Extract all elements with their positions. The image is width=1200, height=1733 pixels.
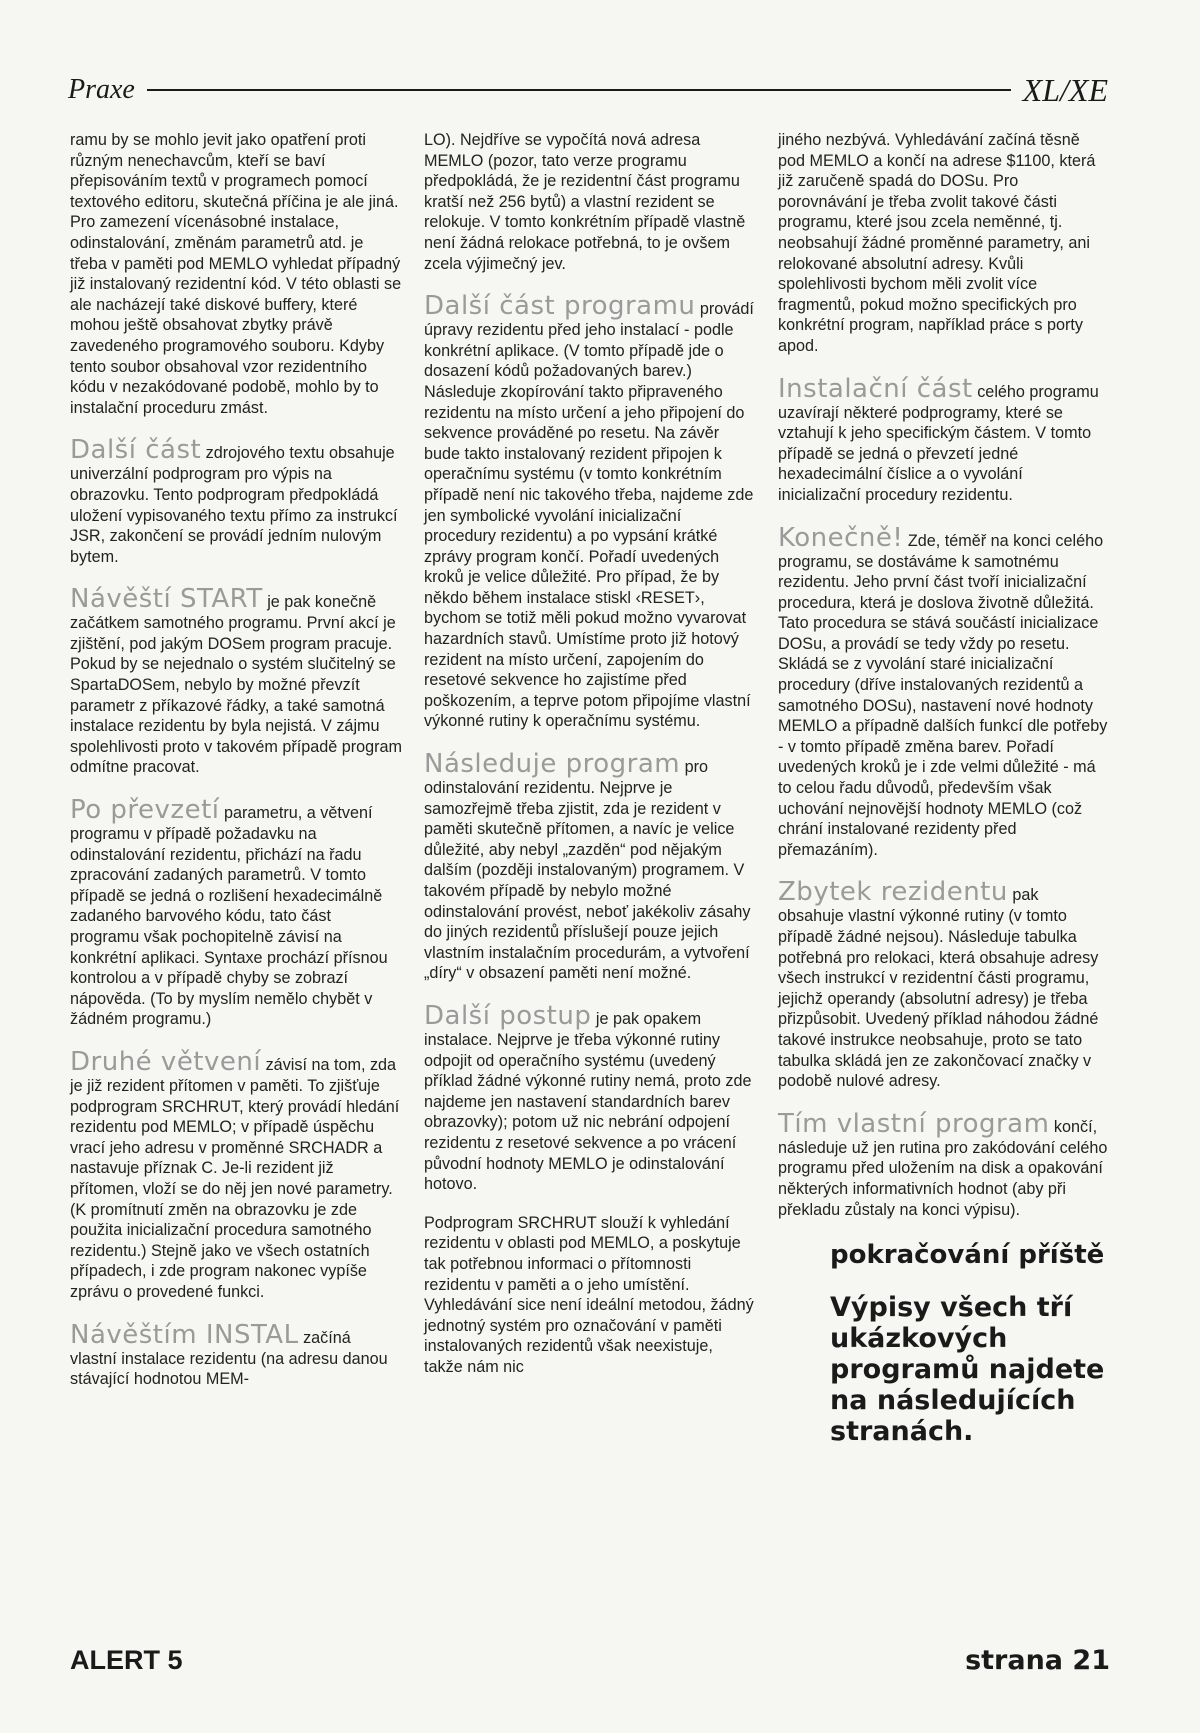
section-title: Praxe (68, 74, 135, 105)
page-number: strana 21 (965, 1644, 1110, 1676)
paragraph-lead: Následuje program (424, 749, 681, 780)
paragraph: LO). Nejdříve se vypočítá nová adresa MEMLO (pozor, tato verze programu předpokládá, že je rezidentní část programu kratší než 256 bytů) a vlastní rezident se relokuje. V tomto konkrétním případě vlastně není žádná relokace potřebná, to je ovšem zcela výjimečný jev. (424, 131, 746, 273)
paragraph-text: je pak konečně začátkem samotného programu. První akcí je zjištění, pod jakým DOSem program pracuje. Pokud by se nejednalo o systém slučitelný se SpartaDOSem, nebylo by možné převzít parametr z příkazové řádky, a také samotná instalace rezidentu by byla nejistá. V zájmu spolehlivosti proto v takovém případě program odmítne pracovat. (70, 593, 403, 777)
paragraph-text: končí, následuje už jen rutina pro zakódování celého programu před uložením na disk a opakování některých informativních hodnot (aby při překladu zůstaly na konci výpisu). (778, 1117, 1108, 1219)
header-rule (147, 89, 1011, 91)
paragraph (424, 1002, 754, 1195)
paragraph-text: závisí na tom, zda je již rezident přítomen v paměti. To zjišťuje podprogram SRCHRUT, který provádí hledání rezidentu pod MEMLO; v případě úspěchu vrací jeho adresu v proměnné SRCHADR a nastavuje příznak C. Je-li rezident již přítomen, vloží se do něj jen nové parametry. (K promítnutí změn na obrazovku je zde použita inicializační procedura samotného rezidentu.) Stejně jako ve všech ostatních případech, i zde program nakonec vypíše zprávu o provedené funkci. (70, 1055, 400, 1301)
paragraph-text: je pak opakem instalace. Nejprve je třeba výkonné rutiny odpojit od operačního systému (uvedený příklad žádné výkonné rutiny nemá, proto zde najdeme jen nastavení standardních barev obrazovky); potom už nic nebrání odpojení rezidentu z resetové sekvence a po vrácení původní hodnoty MEMLO je odinstalování hotovo. (424, 1009, 752, 1194)
paragraph (70, 796, 402, 1030)
paragraph-lead: Instalační část (778, 373, 973, 404)
paragraph-lead: Po převzetí (70, 795, 220, 826)
listings-note: Výpisy všech tří ukázkových programů najdete na následujících stranách. (830, 1292, 1105, 1448)
paragraph-lead: Další část (70, 435, 202, 466)
paragraph-lead: Návěští START (70, 584, 263, 615)
paragraph (70, 585, 402, 778)
paragraph-lead: Zbytek rezidentu (778, 877, 1008, 908)
paragraph-text: zdrojového textu obsahuje univerzální podprogram pro výpis na obrazovku. Tento podprogram předpokládá uložení vypisovaného textu přímo za instrukcí JSR, zakončení se provádí jedním nulovým bytem. (70, 444, 398, 566)
paragraph: jiného nezbývá. Vyhledávání začíná těsně pod MEMLO a končí na adrese $1100, která již zaručeně spadá do DOSu. Pro porovnávání je třeba zvolit takové části programu, které jsou zcela neměnné, tj. neobsahují žádné proměnné parametry, ani relokované absolutní adresy. Kvůli spolehlivosti bychom měli zvolit více fragmentů, pokud možno specifických pro konkrétní program, například práce s porty apod. (778, 131, 1096, 355)
paragraph-lead: Tím vlastní program (778, 1108, 1050, 1139)
paragraph-text: pro odinstalování rezidentu. Nejprve je samozřejmě třeba zjistit, zda je rezident v paměti skutečně přítomen, a navíc je velice důležité, aby nebyl „zazděn“ pod nějakým dalším (později instalovaným) programem. V takovém případě by nebylo možné odinstalování provést, neboť jakékoliv zásahy do jiných rezidentů příslušejí pouze jejich vlastním instalačním procedurám, a vytvoření „díry“ v obsazení paměti není možné. (424, 758, 751, 983)
paragraph-text: začíná vlastní instalace rezidentu (na adresu danou stávající hodnotou MEM- (70, 1328, 388, 1389)
paragraph-lead: Další postup (424, 1000, 592, 1031)
paragraph: ramu by se mohlo jevit jako opatření proti různým nenechavcům, kteří se baví přepisováním textů v programech pomocí textového editoru, skutečná příčina je ale jiná. Pro zamezení vícenásobné instalace, odinstalování, změnám parametrů atd. je třeba v paměti pod MEMLO vyhledat případný již instalovaný rezidentní kód. V této oblasti se ale nacházejí také diskové buffery, které mohou ještě obsahovat zbytky právě zavedeného programového souboru. Kdyby tento soubor obsahoval vzor rezidentního kódu v nezakódované podobě, mohlo by to instalační proceduru zmást. (70, 131, 402, 417)
paragraph-lead: Návěštím INSTAL (70, 1319, 299, 1350)
paragraph (70, 436, 402, 567)
issue-label: ALERT 5 (70, 1644, 183, 1675)
paragraph-lead: Konečně! (778, 522, 904, 553)
paragraph-text: Zde, téměř na konci celého programu, se dostáváme k samotnému rezidentu. Jeho první část tvoří inicializační procedura, která je doslova životně důležitá. Tato procedura se stává součástí inicializace DOSu, a provádí se tedy vždy po resetu. Skládá se z vyvolání staré inicializační procedury (dříve instalovaných rezidentů a samotného DOSu), nastavení nové hodnoty MEMLO a případně dalších funkcí dle potřeby - v tomto případě změna barev. Pořadí uvedených kroků je i zde velmi důležité - má to celou řadu důvodů, především však uchování nejnovější hodnoty MEMLO (což chrání instalované rezidenty před přemazáním). (778, 531, 1108, 859)
closing-notice (778, 1240, 1108, 1447)
continued-notice: pokračování příště (830, 1240, 1105, 1271)
page-footer (70, 1640, 1110, 1680)
paragraph-lead: Druhé větvení (70, 1046, 262, 1077)
paragraph: Podprogram SRCHRUT slouží k vyhledání rezidentu v oblasti pod MEMLO, a poskytuje tak potřebnou informaci o přítomnosti rezidentu v paměti a o jeho umístění. Vyhledávání sice není ideální metodou, žádný jednotný systém pro označování v paměti instalovaných rezidentů však neexistuje, takže nám nic (424, 1213, 754, 1376)
paragraph (70, 1048, 402, 1303)
paragraph (424, 292, 754, 732)
page-header (68, 70, 1108, 110)
paragraph (70, 1321, 402, 1390)
paragraph-text: celého programu uzavírají některé podprogramy, které se vztahují k jeho specifickým částem. V tomto případě se jedná o převzetí jedné hexadecimální číslice a o vyvolání inicializační procedury rezidentu. (778, 382, 1099, 504)
paragraph (778, 375, 1108, 506)
paragraph-text: pak obsahuje vlastní výkonné rutiny (v tomto případě žádné nejsou). Následuje tabulka potřebná pro relokaci, která obsahuje adresy všech instrukcí v rezidentní části programu, jejichž operandy (absolutní adresy) je třeba přizpůsobit. Uvedený příklad náhodou žádné takové instrukce neobsahuje, proto se tato tabulka skládá jen ze zakončovací značky v podobě nulové adresy. (778, 886, 1099, 1091)
column-1 (70, 130, 402, 1398)
paragraph (778, 524, 1108, 861)
column-3 (778, 130, 1108, 1447)
magazine-title: XL/XE (1022, 71, 1108, 108)
paragraph (424, 750, 754, 984)
paragraph-text: parametru, a větvení programu v případě požadavku na odinstalování rezidentu, přichází na řadu zpracování zadaných parametrů. V tomto případě se jedná o rozlišení hexadecimálně zadaného barvového kódu, tato část programu však pochopitelně závisí na konkrétní aplikaci. Syntaxe prochází přísnou kontrolou a v případě chyby se zobrazí nápověda. (To by myslím nemělo chybět v žádném programu.) (70, 804, 388, 1029)
paragraph-lead: Další část programu (424, 291, 696, 322)
paragraph (778, 1110, 1108, 1220)
column-2 (424, 130, 754, 1385)
paragraph (778, 878, 1108, 1091)
paragraph-text: provádí úpravy rezidentu před jeho instalací - podle konkrétní aplikace. (V tomto případě jde o dosazení kódů požadovaných barev.) Následuje zkopírování takto připraveného rezidentu na místo určení a jeho připojení do sekvence prováděné po resetu. Na závěr bude takto instalovaný rezident připojen k operačnímu systému (v tomto konkrétním případě není nic takového třeba, najdeme zde jen symbolické vyvolání inicializační procedury rezidentu) a po vypsání krátké zprávy program končí. Pořadí uvedených kroků je velice důležité. Pro případ, že by někdo během instalace stiskl ‹RESET›, bychom se totiž měli pokud možno vyvarovat hazardních stavů. Umístíme proto již hotový rezident na místo určení, zapojením do resetové sekvence ho zajistíme před poškozením, a teprve potom připojíme vlastní výkonné rutiny k operačnímu systému. (424, 300, 754, 731)
